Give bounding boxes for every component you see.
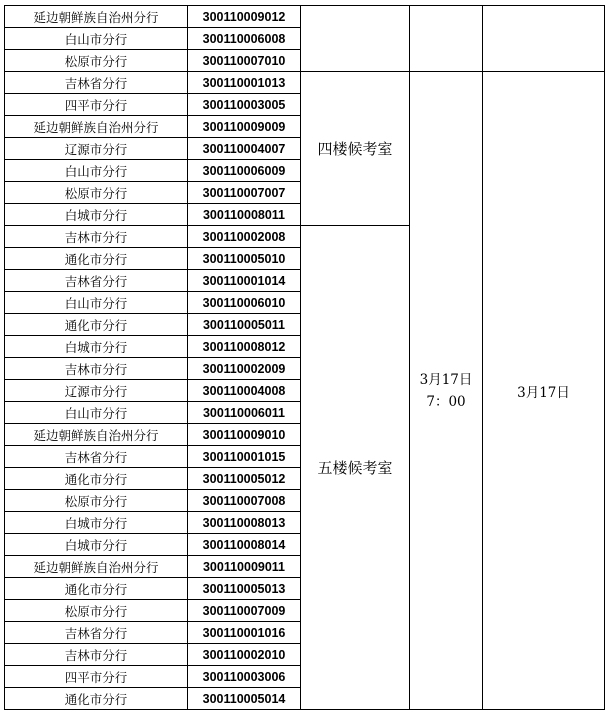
branch-name-cell: 通化市分行 bbox=[5, 468, 188, 490]
branch-name-cell: 四平市分行 bbox=[5, 666, 188, 688]
branch-name-cell: 辽源市分行 bbox=[5, 380, 188, 402]
table-row bbox=[5, 6, 605, 28]
candidate-id-cell: 300110005010 bbox=[188, 248, 301, 270]
branch-name-cell: 松原市分行 bbox=[5, 182, 188, 204]
candidate-id-cell: 300110005013 bbox=[188, 578, 301, 600]
candidate-id-cell: 300110008011 bbox=[188, 204, 301, 226]
branch-name-cell: 白山市分行 bbox=[5, 28, 188, 50]
branch-name-cell: 白城市分行 bbox=[5, 512, 188, 534]
branch-name-cell: 吉林省分行 bbox=[5, 270, 188, 292]
branch-name-cell: 四平市分行 bbox=[5, 94, 188, 116]
branch-name-cell: 松原市分行 bbox=[5, 50, 188, 72]
candidate-id-cell: 300110005011 bbox=[188, 314, 301, 336]
candidate-id-cell: 300110001015 bbox=[188, 446, 301, 468]
candidate-id-cell: 300110001013 bbox=[188, 72, 301, 94]
candidate-id-cell: 300110007007 bbox=[188, 182, 301, 204]
candidate-id-cell: 300110008014 bbox=[188, 534, 301, 556]
exam-date-cell: 3月17日 bbox=[483, 72, 605, 710]
room-cell-fourth-floor: 四楼候考室 bbox=[301, 72, 410, 226]
branch-name-cell: 吉林省分行 bbox=[5, 72, 188, 94]
candidate-id-cell: 300110009009 bbox=[188, 116, 301, 138]
candidate-id-cell: 300110007008 bbox=[188, 490, 301, 512]
room-cell-fifth-floor: 五楼候考室 bbox=[301, 226, 410, 710]
branch-name-cell: 通化市分行 bbox=[5, 578, 188, 600]
branch-name-cell: 吉林省分行 bbox=[5, 446, 188, 468]
candidate-id-cell: 300110004007 bbox=[188, 138, 301, 160]
branch-name-cell: 白山市分行 bbox=[5, 402, 188, 424]
table-row bbox=[5, 72, 605, 94]
branch-name-cell: 白城市分行 bbox=[5, 204, 188, 226]
candidate-id-cell: 300110001016 bbox=[188, 622, 301, 644]
branch-name-cell: 通化市分行 bbox=[5, 688, 188, 710]
branch-name-cell: 辽源市分行 bbox=[5, 138, 188, 160]
branch-name-cell: 延边朝鲜族自治州分行 bbox=[5, 6, 188, 28]
branch-name-cell: 延边朝鲜族自治州分行 bbox=[5, 116, 188, 138]
branch-name-cell: 延边朝鲜族自治州分行 bbox=[5, 424, 188, 446]
candidate-id-cell: 300110006009 bbox=[188, 160, 301, 182]
candidate-id-cell: 300110006008 bbox=[188, 28, 301, 50]
branch-name-cell: 吉林市分行 bbox=[5, 644, 188, 666]
candidate-id-cell: 300110002009 bbox=[188, 358, 301, 380]
branch-name-cell: 白山市分行 bbox=[5, 292, 188, 314]
branch-name-cell: 通化市分行 bbox=[5, 314, 188, 336]
candidate-id-cell: 300110008012 bbox=[188, 336, 301, 358]
exam-schedule-table bbox=[4, 5, 605, 710]
candidate-id-cell: 300110003006 bbox=[188, 666, 301, 688]
branch-name-cell: 白城市分行 bbox=[5, 336, 188, 358]
candidate-id-cell: 300110001014 bbox=[188, 270, 301, 292]
candidate-id-cell: 300110009012 bbox=[188, 6, 301, 28]
candidate-id-cell: 300110006011 bbox=[188, 402, 301, 424]
room-cell-empty bbox=[301, 6, 410, 72]
candidate-id-cell: 300110004008 bbox=[188, 380, 301, 402]
candidate-id-cell: 300110002008 bbox=[188, 226, 301, 248]
candidate-id-cell: 300110009011 bbox=[188, 556, 301, 578]
candidate-id-cell: 300110003005 bbox=[188, 94, 301, 116]
candidate-id-cell: 300110005012 bbox=[188, 468, 301, 490]
candidate-id-cell: 300110005014 bbox=[188, 688, 301, 710]
candidate-id-cell: 300110006010 bbox=[188, 292, 301, 314]
branch-name-cell: 通化市分行 bbox=[5, 248, 188, 270]
candidate-id-cell: 300110007009 bbox=[188, 600, 301, 622]
candidate-id-cell: 300110008013 bbox=[188, 512, 301, 534]
table-body bbox=[5, 6, 605, 710]
date2-cell-empty bbox=[483, 6, 605, 72]
branch-name-cell: 白山市分行 bbox=[5, 160, 188, 182]
exam-date-text: 3月17日 bbox=[419, 371, 473, 388]
branch-name-cell: 松原市分行 bbox=[5, 490, 188, 512]
branch-name-cell: 吉林市分行 bbox=[5, 358, 188, 380]
exam-time-text: 7：00 bbox=[426, 393, 466, 410]
branch-name-cell: 松原市分行 bbox=[5, 600, 188, 622]
branch-name-cell: 白城市分行 bbox=[5, 534, 188, 556]
branch-name-cell: 延边朝鲜族自治州分行 bbox=[5, 556, 188, 578]
candidate-id-cell: 300110002010 bbox=[188, 644, 301, 666]
exam-date-time-cell bbox=[410, 72, 483, 710]
candidate-id-cell: 300110007010 bbox=[188, 50, 301, 72]
date-cell-empty bbox=[410, 6, 483, 72]
candidate-id-cell: 300110009010 bbox=[188, 424, 301, 446]
branch-name-cell: 吉林市分行 bbox=[5, 226, 188, 248]
branch-name-cell: 吉林省分行 bbox=[5, 622, 188, 644]
